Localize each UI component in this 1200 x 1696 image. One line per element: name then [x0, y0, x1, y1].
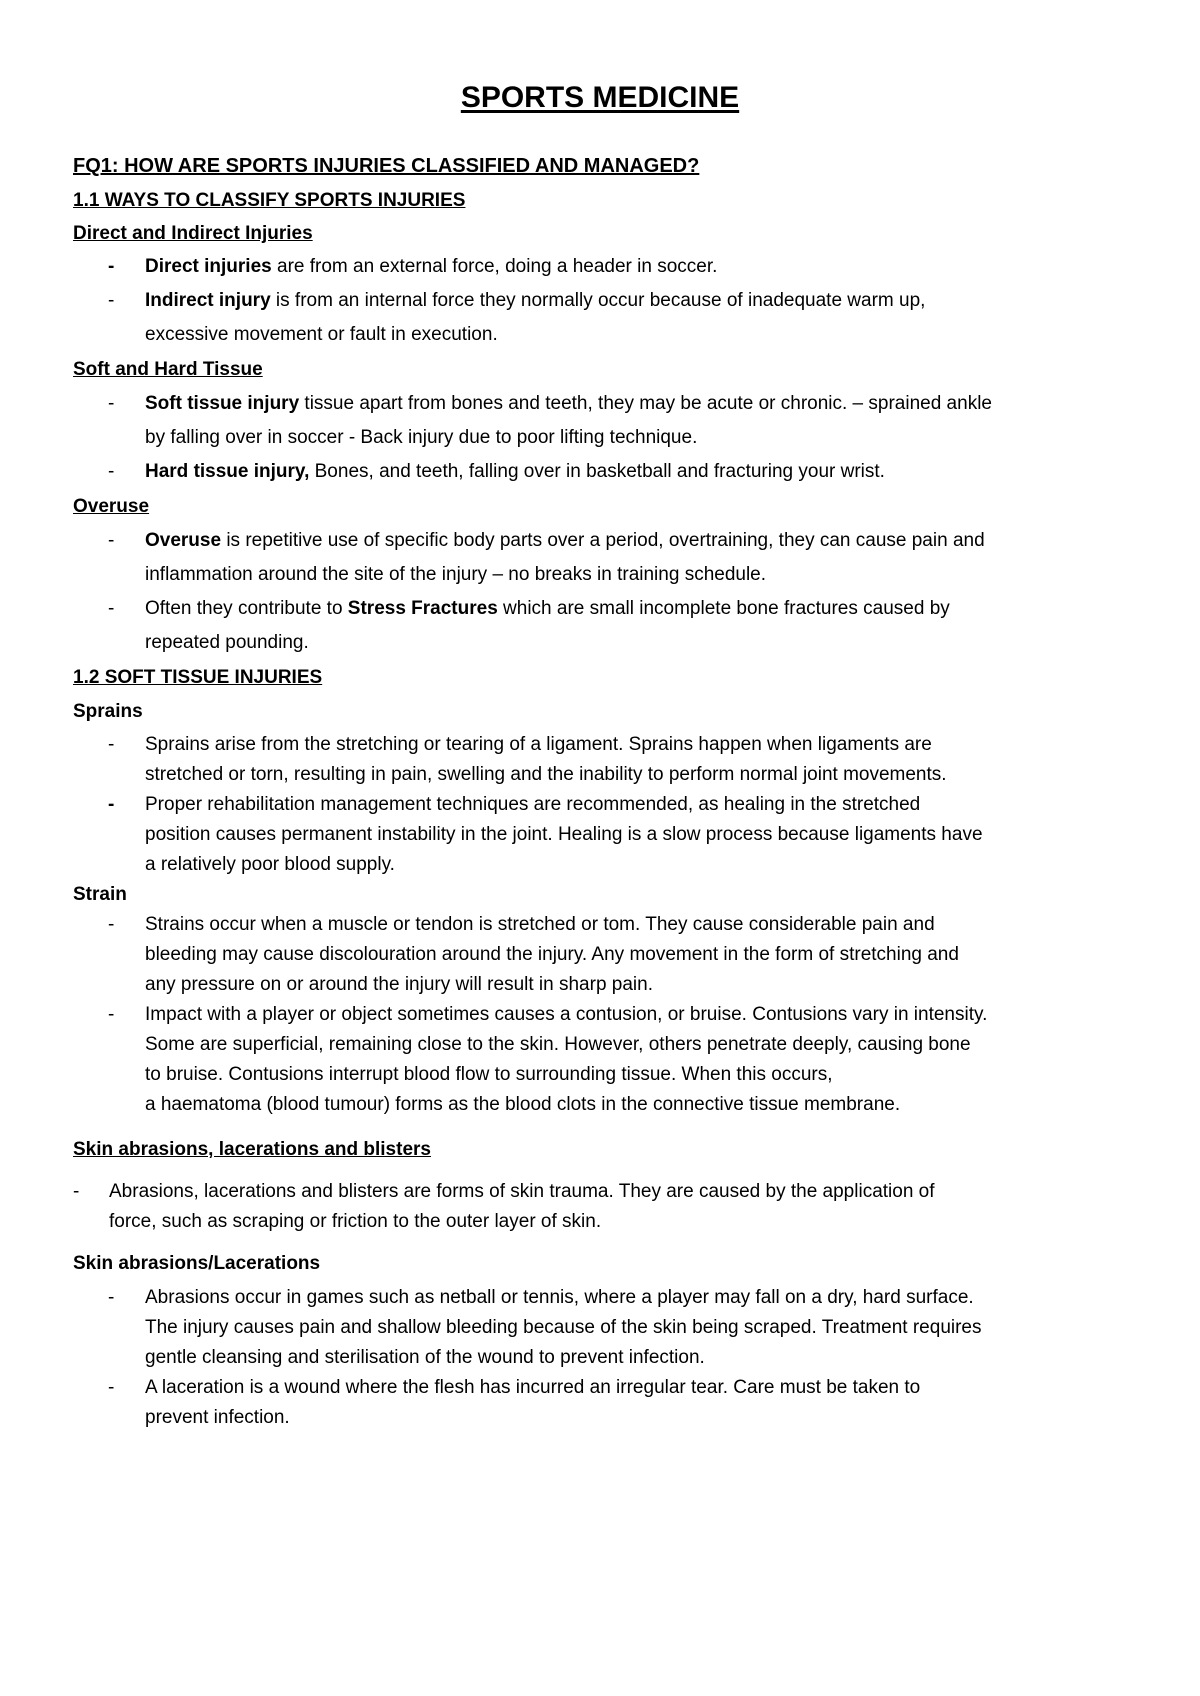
bullet-text: Bones, and teeth, falling over in basketball and fracturing your wrist.: [309, 461, 885, 482]
focus-question-heading: FQ1: HOW ARE SPORTS INJURIES CLASSIFIED AND MANAGED?: [73, 155, 700, 177]
section-heading-1-1: 1.1 WAYS TO CLASSIFY SPORTS INJURIES: [73, 190, 466, 211]
bullet-text: is repetitive use of specific body parts over a period, overtraining, they can cause pain and: [221, 530, 985, 551]
bullet-strain-1: Strains occur when a muscle or tendon is stretched or tom. They cause considerable pain and: [145, 914, 935, 935]
term-stress-fractures: Stress Fractures: [347, 598, 498, 619]
bullet-continuation: stretched or torn, resulting in pain, swelling and the inability to perform normal joint movements.: [145, 764, 947, 785]
bullet-text: is from an internal force they normally occur because of inadequate warm up,: [270, 290, 926, 311]
bullet-marker: -: [108, 290, 115, 311]
subheading-direct-indirect: Direct and Indirect Injuries: [73, 223, 313, 244]
bullet-continuation: inflammation around the site of the injury – no breaks in training schedule.: [145, 564, 767, 585]
term-soft-tissue-injury: Soft tissue injury: [145, 393, 300, 414]
bullet-soft-tissue: [145, 391, 992, 417]
bullet-continuation: a relatively poor blood supply.: [145, 854, 395, 875]
subheading-sprains: Sprains: [73, 701, 143, 722]
bullet-continuation: a haematoma (blood tumour) forms as the blood clots in the connective tissue membrane.: [145, 1094, 901, 1115]
bullet-abrasions: Abrasions occur in games such as netball or tennis, where a player may fall on a dry, hard surface.: [145, 1287, 974, 1308]
bullet-direct-injuries: [145, 254, 717, 280]
bullet-continuation: bleeding may cause discolouration around the injury. Any movement in the form of stretching and: [145, 944, 959, 965]
bullet-continuation: to bruise. Contusions interrupt blood flow to surrounding tissue. When this occurs,: [145, 1064, 833, 1085]
bullet-continuation: gentle cleansing and sterilisation of the wound to prevent infection.: [145, 1347, 705, 1368]
bullet-overuse: [145, 528, 985, 554]
bullet-continuation: force, such as scraping or friction to the outer layer of skin.: [109, 1211, 602, 1232]
bullet-continuation: The injury causes pain and shallow bleeding because of the skin being scraped. Treatment requires: [145, 1317, 982, 1338]
bullet-skin-trauma: Abrasions, lacerations and blisters are forms of skin trauma. They are caused by the application of: [109, 1181, 935, 1202]
term-direct-injuries: Direct injuries: [145, 256, 272, 277]
bullet-text: Often they contribute to: [145, 598, 348, 619]
bullet-continuation: repeated pounding.: [145, 632, 309, 653]
bullet-continuation: excessive movement or fault in execution.: [145, 324, 498, 345]
bullet-marker: -: [108, 598, 115, 619]
bullet-hard-tissue: [145, 459, 885, 485]
bullet-continuation: by falling over in soccer - Back injury due to poor lifting technique.: [145, 427, 698, 448]
bullet-marker: -: [108, 914, 115, 935]
bullet-indirect-injury: [145, 288, 925, 314]
bullet-text: which are small incomplete bone fractures caused by: [497, 598, 950, 619]
bullet-marker: -: [108, 1287, 115, 1308]
term-hard-tissue-injury: Hard tissue injury,: [145, 461, 310, 482]
bullet-marker: -: [108, 256, 115, 277]
bullet-marker: -: [108, 393, 115, 414]
bullet-text: tissue apart from bones and teeth, they may be acute or chronic. – sprained ankle: [299, 393, 992, 414]
bullet-sprains-2: Proper rehabilitation management techniques are recommended, as healing in the stretched: [145, 794, 921, 815]
subheading-skin-trauma: Skin abrasions, lacerations and blisters: [73, 1139, 431, 1160]
bullet-continuation: any pressure on or around the injury will result in sharp pain.: [145, 974, 653, 995]
bullet-laceration: A laceration is a wound where the flesh has incurred an irregular tear. Care must be taken to: [145, 1377, 921, 1398]
bullet-marker: -: [108, 461, 115, 482]
bullet-continuation: position causes permanent instability in the joint. Healing is a slow process because ligaments have: [145, 824, 983, 845]
bullet-stress-fractures: [145, 596, 950, 622]
subheading-abrasions-lacerations: Skin abrasions/Lacerations: [73, 1253, 321, 1274]
bullet-marker: -: [73, 1181, 80, 1202]
term-overuse: Overuse: [145, 530, 222, 551]
bullet-continuation: Some are superficial, remaining close to the skin. However, others penetrate deeply, causing bone: [145, 1034, 971, 1055]
subheading-soft-hard-tissue: Soft and Hard Tissue: [73, 359, 263, 380]
page-title: SPORTS MEDICINE: [460, 81, 740, 114]
bullet-marker: -: [108, 794, 115, 815]
bullet-text: are from an external force, doing a header in soccer.: [271, 256, 718, 277]
subheading-overuse: Overuse: [73, 496, 150, 517]
section-heading-1-2: 1.2 SOFT TISSUE INJURIES: [73, 667, 323, 688]
subheading-strain: Strain: [73, 884, 127, 905]
bullet-strain-2: Impact with a player or object sometimes causes a contusion, or bruise. Contusions vary in intensity.: [145, 1004, 988, 1025]
bullet-continuation: prevent infection.: [145, 1407, 290, 1428]
bullet-marker: -: [108, 734, 115, 755]
term-indirect-injury: Indirect injury: [145, 290, 271, 311]
bullet-marker: -: [108, 1004, 115, 1025]
bullet-marker: -: [108, 1377, 115, 1398]
bullet-marker: -: [108, 530, 115, 551]
bullet-sprains-1: Sprains arise from the stretching or tearing of a ligament. Sprains happen when ligaments are: [145, 734, 932, 755]
